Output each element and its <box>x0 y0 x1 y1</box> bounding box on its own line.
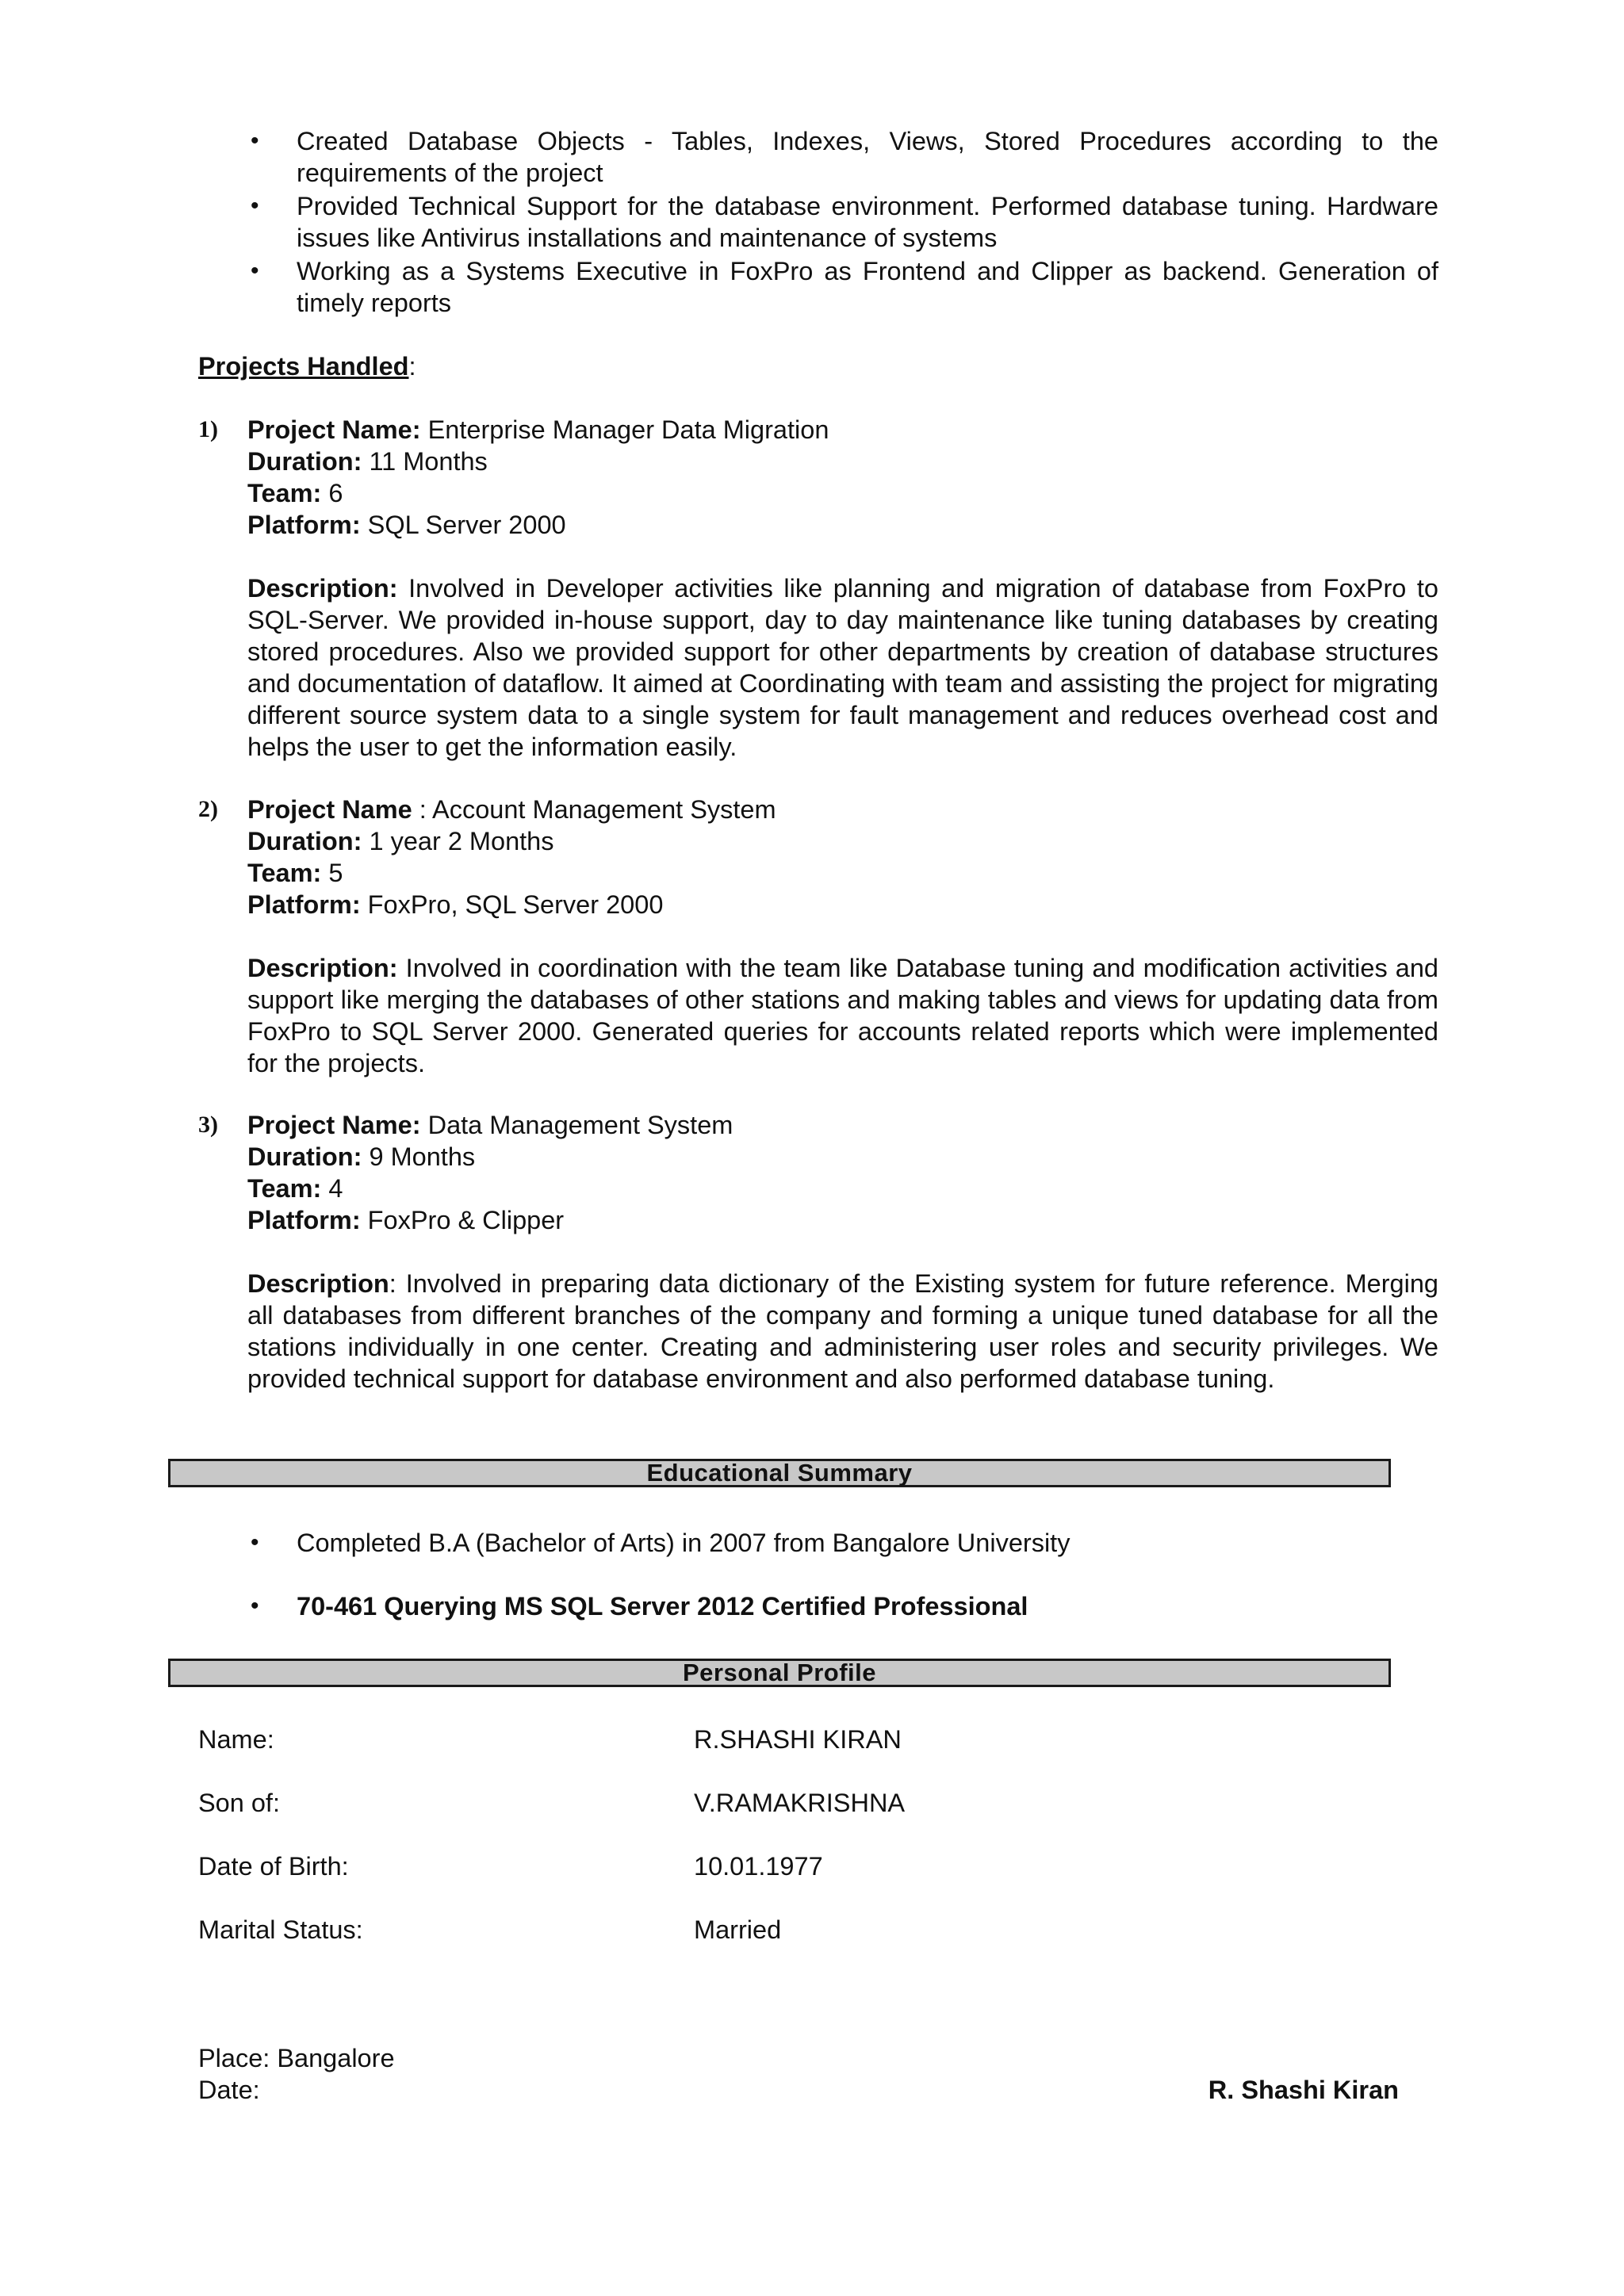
signature-name: R. Shashi Kiran <box>1208 2076 1399 2104</box>
project-duration-line <box>247 446 1438 477</box>
team-value: 5 <box>321 859 343 887</box>
description-label: Description: <box>247 574 398 603</box>
project-team-line <box>247 857 1438 889</box>
description-text: Involved in coordination with the team like Database tuning and modification activities and support like merging the databases of other stations and making tables and views for updating data from FoxPro to SQL Server 2000. Generated queries for accounts related reports which were implemented for the projects. <box>247 954 1438 1077</box>
project-name-line <box>247 1109 1438 1141</box>
description-label: Description: <box>247 954 398 982</box>
duration-value: 1 year 2 Months <box>362 827 554 855</box>
bullet-icon: • <box>251 258 259 284</box>
project-platform-line <box>247 889 1438 920</box>
list-item <box>247 190 1438 254</box>
project-number: 1) <box>198 416 218 442</box>
profile-row-name <box>198 1724 1438 1755</box>
projects-heading-colon: : <box>408 352 416 381</box>
bullet-icon: • <box>251 193 259 219</box>
bullet-text: Created Database Objects - Tables, Indexes, Views, Stored Procedures according to the requirements of the project <box>297 127 1438 187</box>
profile-value: 10.01.1977 <box>694 1852 823 1881</box>
profile-row-marital-status <box>198 1914 1438 1946</box>
project-name-line <box>247 794 1438 825</box>
education-item: Completed B.A (Bachelor of Arts) in 2007 from Bangalore University <box>297 1529 1071 1557</box>
education-list <box>247 1527 1438 1622</box>
duration-label: Duration: <box>247 827 362 855</box>
profile-label: Son of: <box>198 1789 280 1817</box>
certification-item: 70-461 Querying MS SQL Server 2012 Certified Professional <box>297 1592 1028 1621</box>
description-text: Involved in Developer activities like planning and migration of database from FoxPro to SQL-Server. We provided in-house support, day to day maintenance like tuning databases by creating stored procedures. Also we provided support for other departments by creation of database structures and documentation of dataflow. It aimed at Coordinating with team and assisting the project for migrating different source system data to a single system for fault management and reduces overhead cost and helps the user to get the information easily. <box>247 574 1438 761</box>
project-description <box>247 1268 1438 1395</box>
list-item <box>247 125 1438 189</box>
project-body <box>247 414 1438 763</box>
project-name-label: Project Name: <box>247 1111 421 1139</box>
platform-label: Platform: <box>247 1206 361 1234</box>
list-item <box>247 1590 1438 1622</box>
description-text: : Involved in preparing data dictionary of the Existing system for future reference. Merging all databases from different branches of the company and forming a unique tuned database for all the stations individually in one center. Creating and administering user roles and security privileges. We provided technical support for database environment and also performed database tuning. <box>247 1269 1438 1393</box>
educational-summary-heading: Educational Summary <box>168 1459 1391 1487</box>
duration-label: Duration: <box>247 447 362 476</box>
team-label: Team: <box>247 479 322 507</box>
description-label: Description <box>247 1269 389 1298</box>
profile-value: V.RAMAKRISHNA <box>694 1789 906 1817</box>
profile-label: Date of Birth: <box>198 1852 349 1881</box>
platform-label: Platform: <box>247 511 361 539</box>
platform-value: SQL Server 2000 <box>360 511 566 539</box>
profile-label: Marital Status: <box>198 1915 363 1944</box>
platform-label: Platform: <box>247 890 361 919</box>
project-team-line <box>247 1173 1438 1204</box>
project-name-value: Data Management System <box>420 1111 733 1139</box>
project-name-line <box>247 414 1438 446</box>
duration-value: 11 Months <box>362 447 488 476</box>
team-label: Team: <box>247 1174 322 1203</box>
project-platform-line <box>247 509 1438 541</box>
list-item <box>247 1527 1438 1559</box>
team-value: 4 <box>321 1174 343 1203</box>
experience-bullet-list <box>247 125 1438 319</box>
duration-label: Duration: <box>247 1142 362 1171</box>
project-duration-line <box>247 1141 1438 1173</box>
project-1 <box>198 414 1438 763</box>
platform-value: FoxPro & Clipper <box>360 1206 565 1234</box>
profile-row-date-of-birth <box>198 1850 1438 1882</box>
list-item <box>247 255 1438 319</box>
profile-value: Married <box>694 1915 782 1944</box>
date-line: Date: <box>198 2076 260 2104</box>
project-name-label: Project Name: <box>247 415 421 444</box>
project-description <box>247 952 1438 1079</box>
profile-value: R.SHASHI KIRAN <box>694 1725 902 1754</box>
project-name-value: : Account Management System <box>412 795 776 824</box>
project-body <box>247 794 1438 1079</box>
bullet-text: Working as a Systems Executive in FoxPro as Frontend and Clipper as backend. Generation of timely reports <box>297 257 1438 317</box>
project-platform-line <box>247 1204 1438 1236</box>
project-team-line <box>247 477 1438 509</box>
project-duration-line <box>247 825 1438 857</box>
bullet-icon: • <box>251 1529 259 1556</box>
project-number: 3) <box>198 1112 218 1138</box>
project-number: 2) <box>198 796 218 822</box>
projects-heading <box>198 350 416 382</box>
profile-label: Name: <box>198 1725 274 1754</box>
project-name-label: Project Name <box>247 795 412 824</box>
project-name-value: Enterprise Manager Data Migration <box>420 415 829 444</box>
bullet-text: Provided Technical Support for the database environment. Performed database tuning. Hardware issues like Antivirus installations and maintenance of systems <box>297 192 1438 252</box>
project-description <box>247 572 1438 763</box>
platform-value: FoxPro, SQL Server 2000 <box>360 890 664 919</box>
duration-value: 9 Months <box>362 1142 476 1171</box>
profile-row-son-of <box>198 1787 1438 1819</box>
project-body <box>247 1109 1438 1395</box>
bullet-icon: • <box>251 128 259 154</box>
team-value: 6 <box>321 479 343 507</box>
project-2 <box>198 794 1438 1079</box>
project-3 <box>198 1109 1438 1395</box>
team-label: Team: <box>247 859 322 887</box>
projects-heading-label: Projects Handled <box>198 352 409 381</box>
place-line: Place: Bangalore <box>198 2044 395 2072</box>
personal-profile-heading: Personal Profile <box>168 1659 1391 1687</box>
bullet-icon: • <box>251 1593 259 1619</box>
